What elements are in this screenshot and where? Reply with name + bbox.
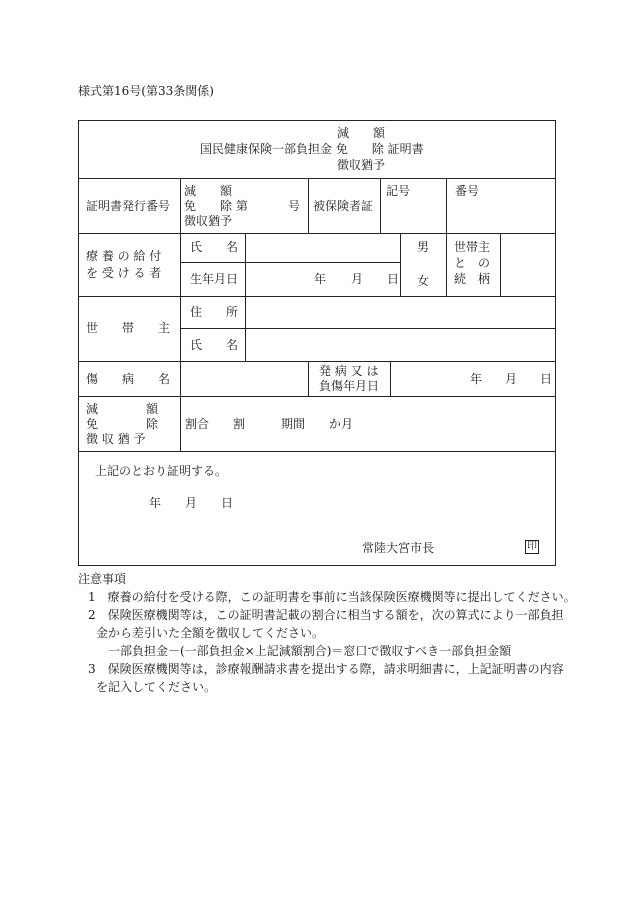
birth-day: 日: [387, 272, 400, 286]
form-number: 様式第16号(第33条関係): [78, 84, 214, 98]
row-divider: [78, 361, 556, 362]
reduction-label-line-1: 減 額: [86, 402, 159, 416]
row-divider: [180, 262, 400, 263]
col-divider: [446, 233, 447, 296]
col-divider: [180, 178, 181, 451]
patient-label-line-1: 療 養 の 給 付: [86, 249, 162, 263]
col-divider: [245, 233, 246, 296]
col-divider: [245, 296, 246, 361]
col-divider: [400, 233, 401, 296]
title-line-3: 徴収猶予: [337, 158, 386, 172]
reduction-content: 割合 割 期間 か月: [185, 417, 354, 431]
seal-stamp: 印: [527, 541, 537, 552]
col-divider: [446, 178, 447, 233]
form-title: 国民健康保険一部負担金 免 除 証明書: [200, 142, 424, 156]
note-item-2: 2 保険医療機関等は，この証明書記載の割合に相当する額を，次の算式により一部負担: [88, 608, 564, 622]
type-line-2: 免 除 第: [184, 199, 248, 213]
note-item-3-cont: を記入してください。: [96, 680, 217, 694]
birth-year: 年: [314, 272, 327, 286]
householder-name-label: 氏 名: [190, 338, 239, 352]
type-line-3: 徴収猶予: [184, 214, 233, 228]
reduction-label-line-3: 徴 収 猶 予: [86, 432, 146, 446]
note-item-1: 1 療養の給付を受ける際，この証明書を事前に当該保険医療機関等に提出してください。: [88, 590, 576, 604]
row-divider: [180, 328, 556, 329]
col-divider: [500, 233, 501, 296]
note-item-2-cont: 金から差引いた全額を徴収してください。: [96, 626, 325, 640]
type-line-1: 減 額: [184, 184, 233, 198]
col-divider: [308, 178, 309, 233]
relation-line-3: 続 柄: [454, 272, 491, 286]
sex-female: 女: [417, 274, 430, 288]
onset-year: 年: [470, 372, 483, 386]
row-divider: [78, 233, 556, 234]
onset-month: 月: [505, 372, 518, 386]
onset-day: 日: [540, 372, 553, 386]
row-divider: [78, 451, 556, 452]
certification-date: 年 月 日: [149, 496, 234, 510]
bango-label: 番号: [455, 184, 480, 198]
patient-name-label: 氏 名: [190, 240, 239, 254]
relation-line-1: 世帯主: [454, 240, 491, 254]
row-divider: [78, 296, 556, 297]
onset-label-line-2: 負傷年月日: [319, 379, 380, 393]
note-formula: 一部負担金－(一部負担金×上記減額割合)＝窓口で徴収すべき一部負担金額: [108, 644, 512, 658]
row-divider: [78, 178, 556, 179]
householder-label: 世 帯 主: [86, 321, 171, 335]
notes-heading: 注意事項: [78, 572, 127, 586]
householder-address-label: 住 所: [190, 305, 239, 319]
birth-date-label: 生年月日: [190, 272, 239, 286]
kigo-label: 記号: [386, 184, 411, 198]
title-line-1: 減 額: [337, 126, 386, 140]
col-divider: [308, 361, 309, 396]
certification-statement: 上記のとおり証明する。: [95, 464, 228, 478]
row-divider: [78, 396, 556, 397]
birth-month: 月: [351, 272, 364, 286]
sex-male: 男: [417, 240, 430, 254]
reduction-label-line-2: 免 除: [86, 417, 159, 431]
cert-number-label: 証明書発行番号: [86, 199, 171, 213]
insured-card-label: 被保険者証: [313, 199, 374, 213]
note-item-3: 3 保険医療機関等は，診療報酬請求書を提出する際，請求明細書に，上記証明書の内容: [88, 662, 564, 676]
onset-label-line-1: 発 病 又 は: [319, 364, 379, 378]
relation-line-2: と の: [454, 256, 491, 270]
patient-label-line-2: を 受 け る 者: [86, 266, 162, 280]
issuer-mayor: 常陸大宮市長: [362, 541, 435, 555]
go-label: 号: [288, 199, 301, 213]
col-divider: [380, 178, 381, 233]
col-divider: [390, 361, 391, 396]
disease-name-label: 傷 病 名: [86, 372, 171, 386]
notes-section: [78, 572, 578, 694]
